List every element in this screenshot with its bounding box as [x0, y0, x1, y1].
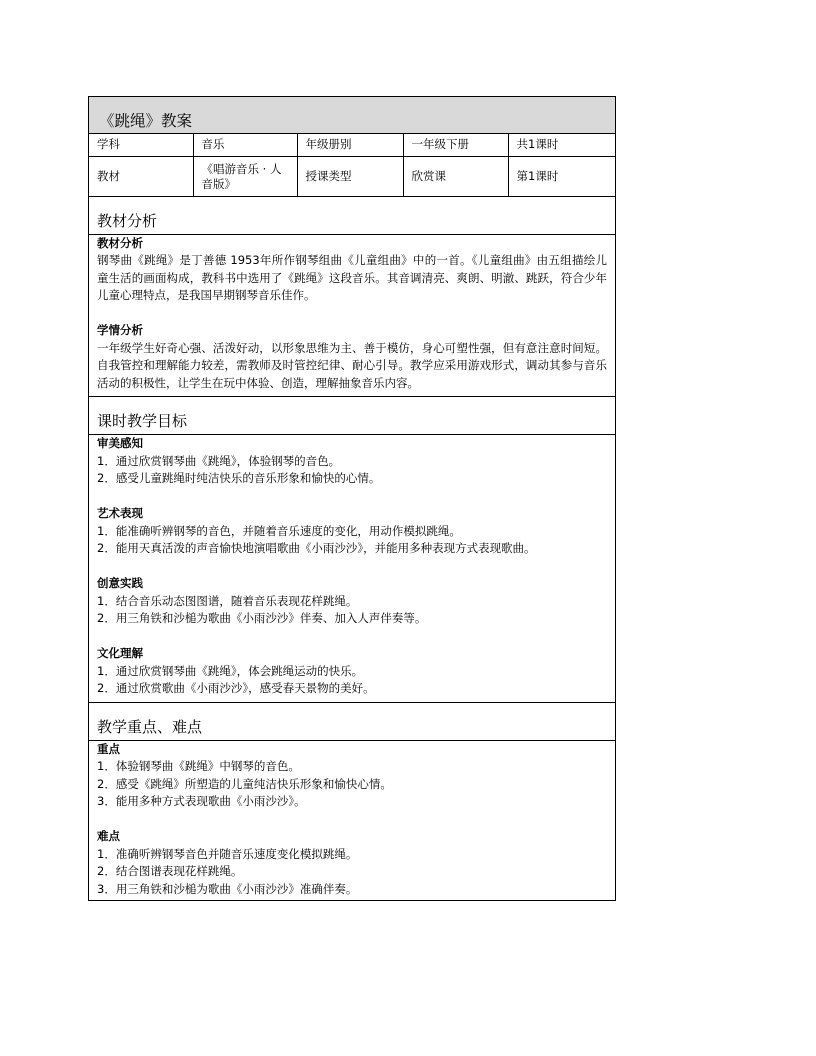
keypoint-item: 2．结合图谱表现花样跳绳。 — [97, 864, 243, 878]
material-analysis-text: 钢琴曲《跳绳》是丁善德 1953年所作钢琴组曲《儿童组曲》中的一首。《儿童组曲》由五组描绘儿童生活的画面构成，教科书中选用了《跳绳》这段音乐。其音调清亮、爽朗、明澈、跳跃，符合少年儿童心理特点，是我国早期钢琴音乐佳作。 — [97, 253, 607, 302]
keypoint-group-title: 重点 — [97, 741, 120, 756]
goal-group-title: 文化理解 — [97, 646, 143, 660]
keypoint-item: 1．准确听辨钢琴音色并随音乐速度变化模拟跳绳。 — [97, 846, 358, 861]
grade-value: 一年级下册 — [403, 134, 508, 156]
goal-item: 1．通过欣赏钢琴曲《跳绳》，体会跳绳运动的快乐。 — [97, 663, 364, 678]
goal-item: 1．通过欣赏钢琴曲《跳绳》，体验钢琴的音色。 — [97, 453, 341, 468]
current-period: 第1课时 — [508, 156, 615, 196]
goal-item: 1．结合音乐动态图图谱，随着音乐表现花样跳绳。 — [97, 593, 358, 608]
subject-value: 音乐 — [193, 134, 297, 156]
textbook-label: 教材 — [89, 156, 193, 196]
student-analysis-text: 一年级学生好奇心强、活泼好动，以形象思维为主、善于模仿，身心可塑性强，但有意注意时间短。自我管控和理解能力较差，需教师及时管控纪律、耐心引导。教学应采用游戏形式，调动其参与音乐活动的积极性，让学生在玩中体验、创造，理解抽象音乐内容。 — [97, 340, 607, 390]
lesson-plan-document — [88, 96, 616, 901]
info-row-1 — [89, 134, 615, 156]
keypoint-item: 2．感受《跳绳》所塑造的儿童纯洁快乐形象和愉快心情。 — [97, 776, 392, 791]
goal-item: 1．能准确听辨钢琴的音色，并随着音乐速度的变化，用动作模拟跳绳。 — [97, 523, 461, 538]
keypoint-item: 1．体验钢琴曲《跳绳》中钢琴的音色。 — [97, 759, 300, 773]
student-analysis-title: 学情分析 — [97, 323, 143, 337]
keypoint-item: 3．能用多种方式表现歌曲《小雨沙沙》。 — [97, 794, 306, 808]
lesson-type-label: 授课类型 — [297, 156, 403, 196]
goal-group-title: 创意实践 — [97, 576, 143, 590]
section-body-goals — [89, 435, 615, 703]
goal-group-title: 审美感知 — [97, 436, 143, 450]
textbook-value: 《唱游音乐 · 人音版》 — [193, 156, 297, 196]
info-table — [89, 134, 615, 197]
goal-item: 2．通过欣赏歌曲《小雨沙沙》，感受春天景物的美好。 — [97, 681, 375, 695]
goal-item: 2．用三角铁和沙槌为歌曲《小雨沙沙》伴奏、加入人声伴奏等。 — [97, 611, 427, 625]
section-body-analysis — [89, 235, 615, 398]
section-heading-analysis: 教材分析 — [89, 197, 615, 235]
info-row-2 — [89, 156, 615, 196]
keypoint-item: 3．用三角铁和沙槌为歌曲《小雨沙沙》准确伴奏。 — [97, 881, 358, 896]
section-heading-goals: 课时教学目标 — [89, 397, 615, 435]
goal-group-title: 艺术表现 — [97, 506, 143, 520]
goal-item: 2．能用天真活泼的声音愉快地演唱歌曲《小雨沙沙》，并能用多种表现方式表现歌曲。 — [97, 541, 536, 555]
goal-item: 2．感受儿童跳绳时纯洁快乐的音乐形象和愉快的心情。 — [97, 471, 381, 485]
section-body-keypoints — [89, 741, 615, 901]
material-analysis-title: 教材分析 — [97, 235, 143, 250]
keypoint-group-title: 难点 — [97, 829, 120, 843]
section-heading-keypoints: 教学重点、难点 — [89, 703, 615, 741]
lesson-type-value: 欣赏课 — [403, 156, 508, 196]
subject-label: 学科 — [89, 134, 193, 156]
total-periods: 共1课时 — [508, 134, 615, 156]
grade-label: 年级册别 — [297, 134, 403, 156]
document-title: 《跳绳》教案 — [89, 97, 615, 134]
